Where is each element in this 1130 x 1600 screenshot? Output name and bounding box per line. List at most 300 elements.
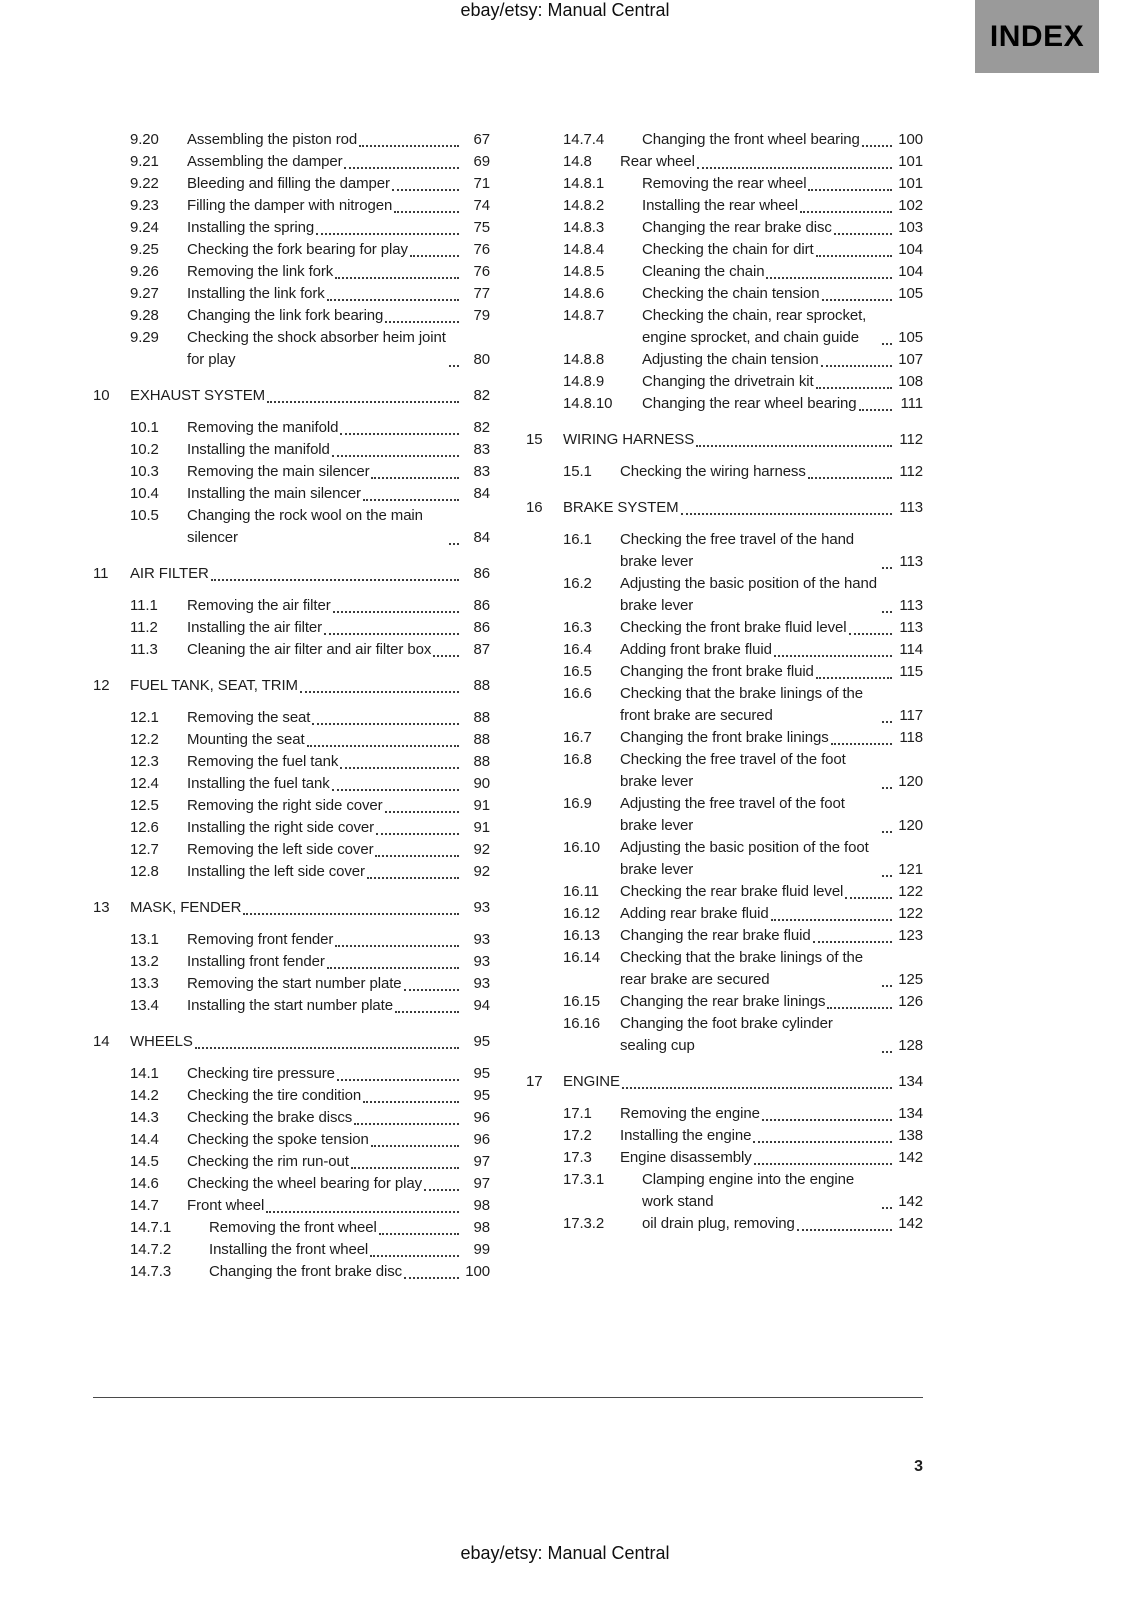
toc-entry-title: Changing the front brake linings [620,729,829,746]
toc-entry-title: EXHAUST SYSTEM [130,387,266,404]
toc-entry-page: 126 [898,993,923,1010]
toc-entry-title: Installing the spring [187,219,315,236]
dot-leader [831,743,892,745]
toc-entry-page: 84 [473,485,490,502]
toc-entry-row [93,1129,490,1151]
dot-leader [681,513,893,515]
toc-entry-row [526,239,923,261]
toc-entry-page: 84 [473,529,490,546]
toc-entry-page: 90 [473,775,490,792]
toc-entry-number: 17.3.1 [563,1171,605,1188]
toc-entry-title: Adjusting the free travel of the foot brake lever [620,795,845,834]
dot-leader [816,677,892,679]
toc-entry-number: 13.1 [130,931,159,948]
toc-entry-title: Adjusting the chain tension [642,351,819,368]
toc-entry-number: 16.9 [563,795,592,812]
toc-entry-row [526,305,923,349]
toc-entry-page: 118 [899,729,923,746]
toc-entry-title: Checking the chain tension [642,285,820,302]
toc-entry-number: 9.21 [130,153,159,170]
dot-leader [754,1163,892,1165]
toc-entry-title: Removing the seat [187,709,311,726]
toc-entry-number: 16.8 [563,751,592,768]
toc-entry-title: BRAKE SYSTEM [563,499,679,516]
toc-entry-title: WHEELS [130,1033,193,1050]
dot-leader [337,1079,459,1081]
toc-entry-title: Installing the fuel tank [187,775,330,792]
toc-entry-row [526,991,923,1013]
toc-entry-title: Removing the fuel tank [187,753,339,770]
toc-entry-title: Checking the free travel of the foot brake lever [620,751,846,790]
toc-entry-title: Filling the damper with nitrogen [187,197,393,214]
toc-entry-page: 88 [473,677,490,694]
toc-entry-title: Clamping engine into the engine work stand [642,1171,855,1210]
dot-leader [404,1277,459,1279]
toc-entry-page: 86 [473,597,490,614]
toc-entry-page: 113 [899,597,923,614]
dot-leader [882,611,892,613]
toc-entry-page: 93 [473,931,490,948]
toc-entry-page: 98 [473,1219,490,1236]
toc-entry-row [93,483,490,505]
toc-entry-page: 95 [473,1033,490,1050]
toc-entry-row [93,817,490,839]
toc-entry-row [93,1239,490,1261]
dot-leader [882,985,892,987]
toc-entry-number: 17.3.2 [563,1215,605,1232]
toc-entry-row [526,749,923,793]
toc-entry-page: 105 [898,285,923,302]
toc-entry-page: 101 [898,175,923,192]
dot-leader [821,365,892,367]
toc-chapter-row [93,385,490,407]
toc-entry-number: 12.5 [130,797,159,814]
toc-entry-number: 12.1 [130,709,159,726]
toc-entry-row [93,173,490,195]
toc-entry-number: 12.4 [130,775,159,792]
toc-entry-number: 13.4 [130,997,159,1014]
dot-leader [367,877,459,879]
toc-entry-title: Checking the front brake fluid level [620,619,847,636]
dot-leader [882,831,892,833]
dot-leader [394,211,459,213]
toc-entry-page: 134 [898,1105,923,1122]
toc-entry-row [526,261,923,283]
toc-entry-page: 93 [473,899,490,916]
toc-entry-title: Checking the tire condition [187,1087,362,1104]
toc-entry-row [526,461,923,483]
toc-entry-row [526,947,923,991]
toc-entry-row [93,751,490,773]
toc-chapter-row [93,563,490,585]
toc-entry-page: 92 [473,841,490,858]
toc-entry-number: 14.6 [130,1175,159,1192]
dot-leader [316,233,459,235]
toc-chapter-row [93,1031,490,1053]
toc-entry-number: 17.3 [563,1149,592,1166]
toc-entry-title: Installing the main silencer [187,485,361,502]
toc-entry-title: Installing the left side cover [187,863,365,880]
dot-leader [371,1145,459,1147]
toc-entry-number: 12.3 [130,753,159,770]
toc-entry-title: Removing the engine [620,1105,760,1122]
toc-entry-number: 14.8.1 [563,175,605,192]
toc-entry-title: Rear wheel [620,153,695,170]
toc-entry-number: 16.10 [563,839,601,856]
toc-entry-row [93,239,490,261]
toc-entry-row [526,1213,923,1235]
toc-entry-page: 112 [899,431,923,448]
toc-entry-page: 134 [898,1073,923,1090]
toc-entry-page: 67 [473,131,490,148]
toc-entry-row [93,129,490,151]
toc-entry-title: Checking the shock absorber heim joint for play [187,329,446,368]
toc-entry-page: 122 [898,905,923,922]
dot-leader [410,255,459,257]
toc-entry-row [93,1261,490,1283]
toc-entry-row [526,617,923,639]
toc-left-column [93,129,490,1283]
toc-entry-page: 93 [473,953,490,970]
dot-leader [324,633,459,635]
toc-entry-number: 14 [93,1033,110,1050]
toc-entry-page: 120 [898,817,923,834]
toc-entry-page: 112 [899,463,923,480]
toc-entry-number: 12 [93,677,110,694]
toc-entry-row [526,529,923,573]
toc-entry-number: 10.3 [130,463,159,480]
toc-entry-number: 14.8.2 [563,197,605,214]
toc-entry-number: 14.8.9 [563,373,605,390]
toc-entry-title: Removing the main silencer [187,463,370,480]
toc-entry-number: 9.20 [130,131,159,148]
toc-entry-number: 14.8.5 [563,263,605,280]
toc-entry-number: 11.1 [130,597,158,614]
toc-entry-title: Changing the rear brake fluid [620,927,811,944]
dot-leader [808,477,892,479]
toc-entry-row [93,261,490,283]
toc-entry-number: 14.8 [563,153,592,170]
toc-entry-number: 10.5 [130,507,159,524]
header-watermark: ebay/etsy: Manual Central [460,0,670,20]
toc-entry-row [93,773,490,795]
toc-entry-title: Removing the manifold [187,419,339,436]
toc-entry-row [93,595,490,617]
toc-entry-number: 14.7.1 [130,1219,172,1236]
toc-entry-title: Adding front brake fluid [620,641,772,658]
toc-entry-title: Checking the fork bearing for play [187,241,408,258]
dot-leader [370,1255,459,1257]
toc-entry-title: Installing the rear wheel [642,197,798,214]
dot-leader [813,941,892,943]
toc-entry-title: Mounting the seat [187,731,305,748]
dot-leader [882,343,892,345]
toc-entry-number: 14.7.3 [130,1263,172,1280]
toc-entry-row [526,173,923,195]
toc-entry-number: 13.2 [130,953,159,970]
toc-entry-number: 9.23 [130,197,159,214]
dot-leader [392,189,459,191]
toc-entry-page: 138 [898,1127,923,1144]
dot-leader [363,499,459,501]
dot-leader [385,321,459,323]
toc-entry-number: 17 [526,1073,543,1090]
dot-leader [696,445,892,447]
toc-entry-number: 15.1 [563,463,592,480]
toc-entry-number: 14.3 [130,1109,159,1126]
toc-entry-title: Checking the free travel of the hand brake lever [620,531,855,570]
toc-entry-row [526,349,923,371]
toc-entry-row [93,1151,490,1173]
dot-leader [834,233,892,235]
dot-leader [862,145,892,147]
toc-entry-row [93,505,490,549]
dot-leader [774,655,892,657]
toc-entry-row [526,727,923,749]
dot-leader [371,477,459,479]
dot-leader [376,833,459,835]
toc-entry-number: 16.5 [563,663,592,680]
toc-entry-number: 16.6 [563,685,592,702]
toc-entry-row [93,461,490,483]
toc-entry-row [93,929,490,951]
toc-entry-row [93,1217,490,1239]
dot-leader [845,897,892,899]
toc-entry-number: 12.8 [130,863,159,880]
dot-leader [340,767,459,769]
toc-entry-title: Installing the manifold [187,441,330,458]
toc-entry-title: Checking the rim run-out [187,1153,349,1170]
toc-entry-row [93,151,490,173]
toc-entry-number: 14.2 [130,1087,159,1104]
toc-entry-row [526,151,923,173]
toc-chapter-row [93,675,490,697]
toc-entry-title: Checking the chain for dirt [642,241,814,258]
dot-leader [816,255,892,257]
toc-entry-title: Changing the rock wool on the main silencer [187,507,423,546]
toc-entry-page: 86 [473,619,490,636]
toc-entry-page: 98 [473,1197,490,1214]
toc-entry-title: Changing the foot brake cylinder sealing cup [620,1015,833,1054]
footer-watermark: ebay/etsy: Manual Central [460,1543,670,1563]
toc-entry-page: 120 [898,773,923,790]
toc-entry-number: 14.8.4 [563,241,605,258]
toc-entry-page: 79 [473,307,490,324]
toc-entry-page: 108 [898,373,923,390]
toc-right-column [526,129,923,1283]
dot-leader [404,989,459,991]
toc-entry-row [93,707,490,729]
toc-entry-page: 94 [473,997,490,1014]
toc-entry-number: 9.22 [130,175,159,192]
dot-leader [340,433,459,435]
toc-entry-row [93,861,490,883]
dot-leader [882,875,892,877]
toc-entry-title: WIRING HARNESS [563,431,695,448]
toc-entry-row [93,1107,490,1129]
toc-entry-title: Removing front fender [187,931,334,948]
dot-leader [267,401,459,403]
toc-entry-row [93,973,490,995]
toc-entry-row [526,837,923,881]
dot-leader [882,787,892,789]
toc-entry-title: Removing the start number plate [187,975,402,992]
toc-entry-row [526,639,923,661]
toc-entry-title: Assembling the damper [187,153,343,170]
toc-entry-row [93,1085,490,1107]
toc-entry-title: Installing the right side cover [187,819,375,836]
toc-entry-title: Changing the front wheel bearing [642,131,860,148]
toc-entry-row [93,305,490,327]
toc-entry-number: 16.3 [563,619,592,636]
toc-entry-page: 82 [473,387,490,404]
toc-entry-title: Changing the rear brake linings [620,993,826,1010]
footer-rule [93,1397,923,1398]
toc-entry-title: ENGINE [563,1073,620,1090]
toc-entry-title: AIR FILTER [130,565,209,582]
toc-entry-title: Installing the front wheel [209,1241,369,1258]
dot-leader [300,691,459,693]
toc-entry-number: 13.3 [130,975,159,992]
dot-leader [816,387,892,389]
toc-entry-number: 12.2 [130,731,159,748]
toc-entry-number: 9.28 [130,307,159,324]
toc-entry-number: 16.4 [563,641,592,658]
toc-entry-number: 17.2 [563,1127,592,1144]
toc-entry-title: Adding rear brake fluid [620,905,769,922]
toc-entry-title: oil drain plug, removing [642,1215,795,1232]
toc-entry-number: 14.8.6 [563,285,605,302]
toc-entry-title: Engine disassembly [620,1149,752,1166]
dot-leader [375,855,459,857]
dot-leader [808,189,892,191]
toc-entry-title: Changing the drivetrain kit [642,373,814,390]
dot-leader [211,579,459,581]
toc-entry-title: Removing the link fork [187,263,334,280]
toc-entry-number: 16 [526,499,543,516]
toc-entry-number: 16.2 [563,575,592,592]
toc-entry-number: 11.3 [130,641,158,658]
toc-entry-title: Checking the spoke tension [187,1131,369,1148]
toc-entry-number: 12.6 [130,819,159,836]
dot-leader [753,1141,892,1143]
toc-entry-page: 76 [473,263,490,280]
toc-entry-row [93,417,490,439]
toc-entry-page: 96 [473,1109,490,1126]
dot-leader [800,211,892,213]
toc-entry-number: 11 [93,565,109,582]
toc-entry-row [93,951,490,973]
dot-leader [379,1233,459,1235]
toc-entry-row [526,881,923,903]
toc-entry-title: Checking the wheel bearing for play [187,1175,422,1192]
toc-entry-row [93,283,490,305]
toc-entry-number: 9.27 [130,285,159,302]
toc-entry-page: 92 [473,863,490,880]
toc-entry-page: 142 [898,1149,923,1166]
dot-leader [449,543,459,545]
dot-leader [849,633,892,635]
toc-entry-number: 9.25 [130,241,159,258]
toc-entry-title: Installing front fender [187,953,325,970]
toc-entry-title: Changing the front brake disc [209,1263,403,1280]
toc-entry-number: 14.8.3 [563,219,605,236]
toc-entry-page: 88 [473,753,490,770]
toc-entry-number: 16.7 [563,729,592,746]
toc-entry-row [526,1103,923,1125]
toc-chapter-row [526,429,923,451]
toc-entry-title: Installing the engine [620,1127,752,1144]
toc-entry-title: Checking the chain, rear sprocket, engine sprocket, and chain guide [642,307,867,346]
toc-entry-title: Assembling the piston rod [187,131,358,148]
toc-entry-row [93,1195,490,1217]
toc-entry-number: 14.5 [130,1153,159,1170]
toc-entry-number: 14.8.8 [563,351,605,368]
toc-entry-number: 14.7 [130,1197,159,1214]
toc-entry-row [93,327,490,371]
dot-leader [351,1167,459,1169]
dot-leader [243,913,459,915]
toc-entry-page: 97 [473,1175,490,1192]
toc-entry-number: 13 [93,899,110,916]
toc-entry-page: 100 [898,131,923,148]
toc-entry-title: Removing the air filter [187,597,331,614]
toc-entry-title: Changing the rear wheel bearing [642,395,857,412]
toc-entry-page: 104 [898,241,923,258]
toc-entry-title: MASK, FENDER [130,899,242,916]
toc-entry-page: 113 [899,499,923,516]
toc-entry-page: 113 [899,619,923,636]
toc-entry-page: 105 [898,329,923,346]
toc-entry-title: Installing the link fork [187,285,325,302]
toc-entry-number: 16.11 [563,883,599,900]
toc-entry-page: 74 [473,197,490,214]
index-label: INDEX [989,19,1085,53]
toc-entry-title: Checking tire pressure [187,1065,335,1082]
toc-entry-number: 14.4 [130,1131,159,1148]
toc-entry-page: 107 [898,351,923,368]
toc-entry-page: 125 [898,971,923,988]
dot-leader [622,1087,892,1089]
toc-entry-page: 104 [898,263,923,280]
dot-leader [363,1101,459,1103]
toc-entry-title: Removing the left side cover [187,841,374,858]
toc-entry-row [526,393,923,415]
toc-entry-page: 71 [473,175,490,192]
toc-entry-number: 9.26 [130,263,159,280]
toc-entry-number: 16.12 [563,905,601,922]
toc-entry-page: 83 [473,441,490,458]
toc-chapter-row [526,1071,923,1093]
toc-entry-row [526,1169,923,1213]
dot-leader [424,1189,459,1191]
toc-entry-title: Removing the rear wheel [642,175,807,192]
dot-leader [882,1051,892,1053]
toc-entry-page: 86 [473,565,490,582]
toc-entry-number: 16.1 [563,531,592,548]
dot-leader [307,745,459,747]
toc-entry-page: 96 [473,1131,490,1148]
toc-entry-title: Cleaning the chain [642,263,765,280]
toc-entry-page: 101 [898,153,923,170]
dot-leader [335,945,459,947]
toc-entry-row [526,283,923,305]
dot-leader [395,1011,459,1013]
toc-entry-title: Removing the right side cover [187,797,383,814]
dot-leader [354,1123,459,1125]
dot-leader [327,299,459,301]
toc-entry-page: 91 [473,819,490,836]
